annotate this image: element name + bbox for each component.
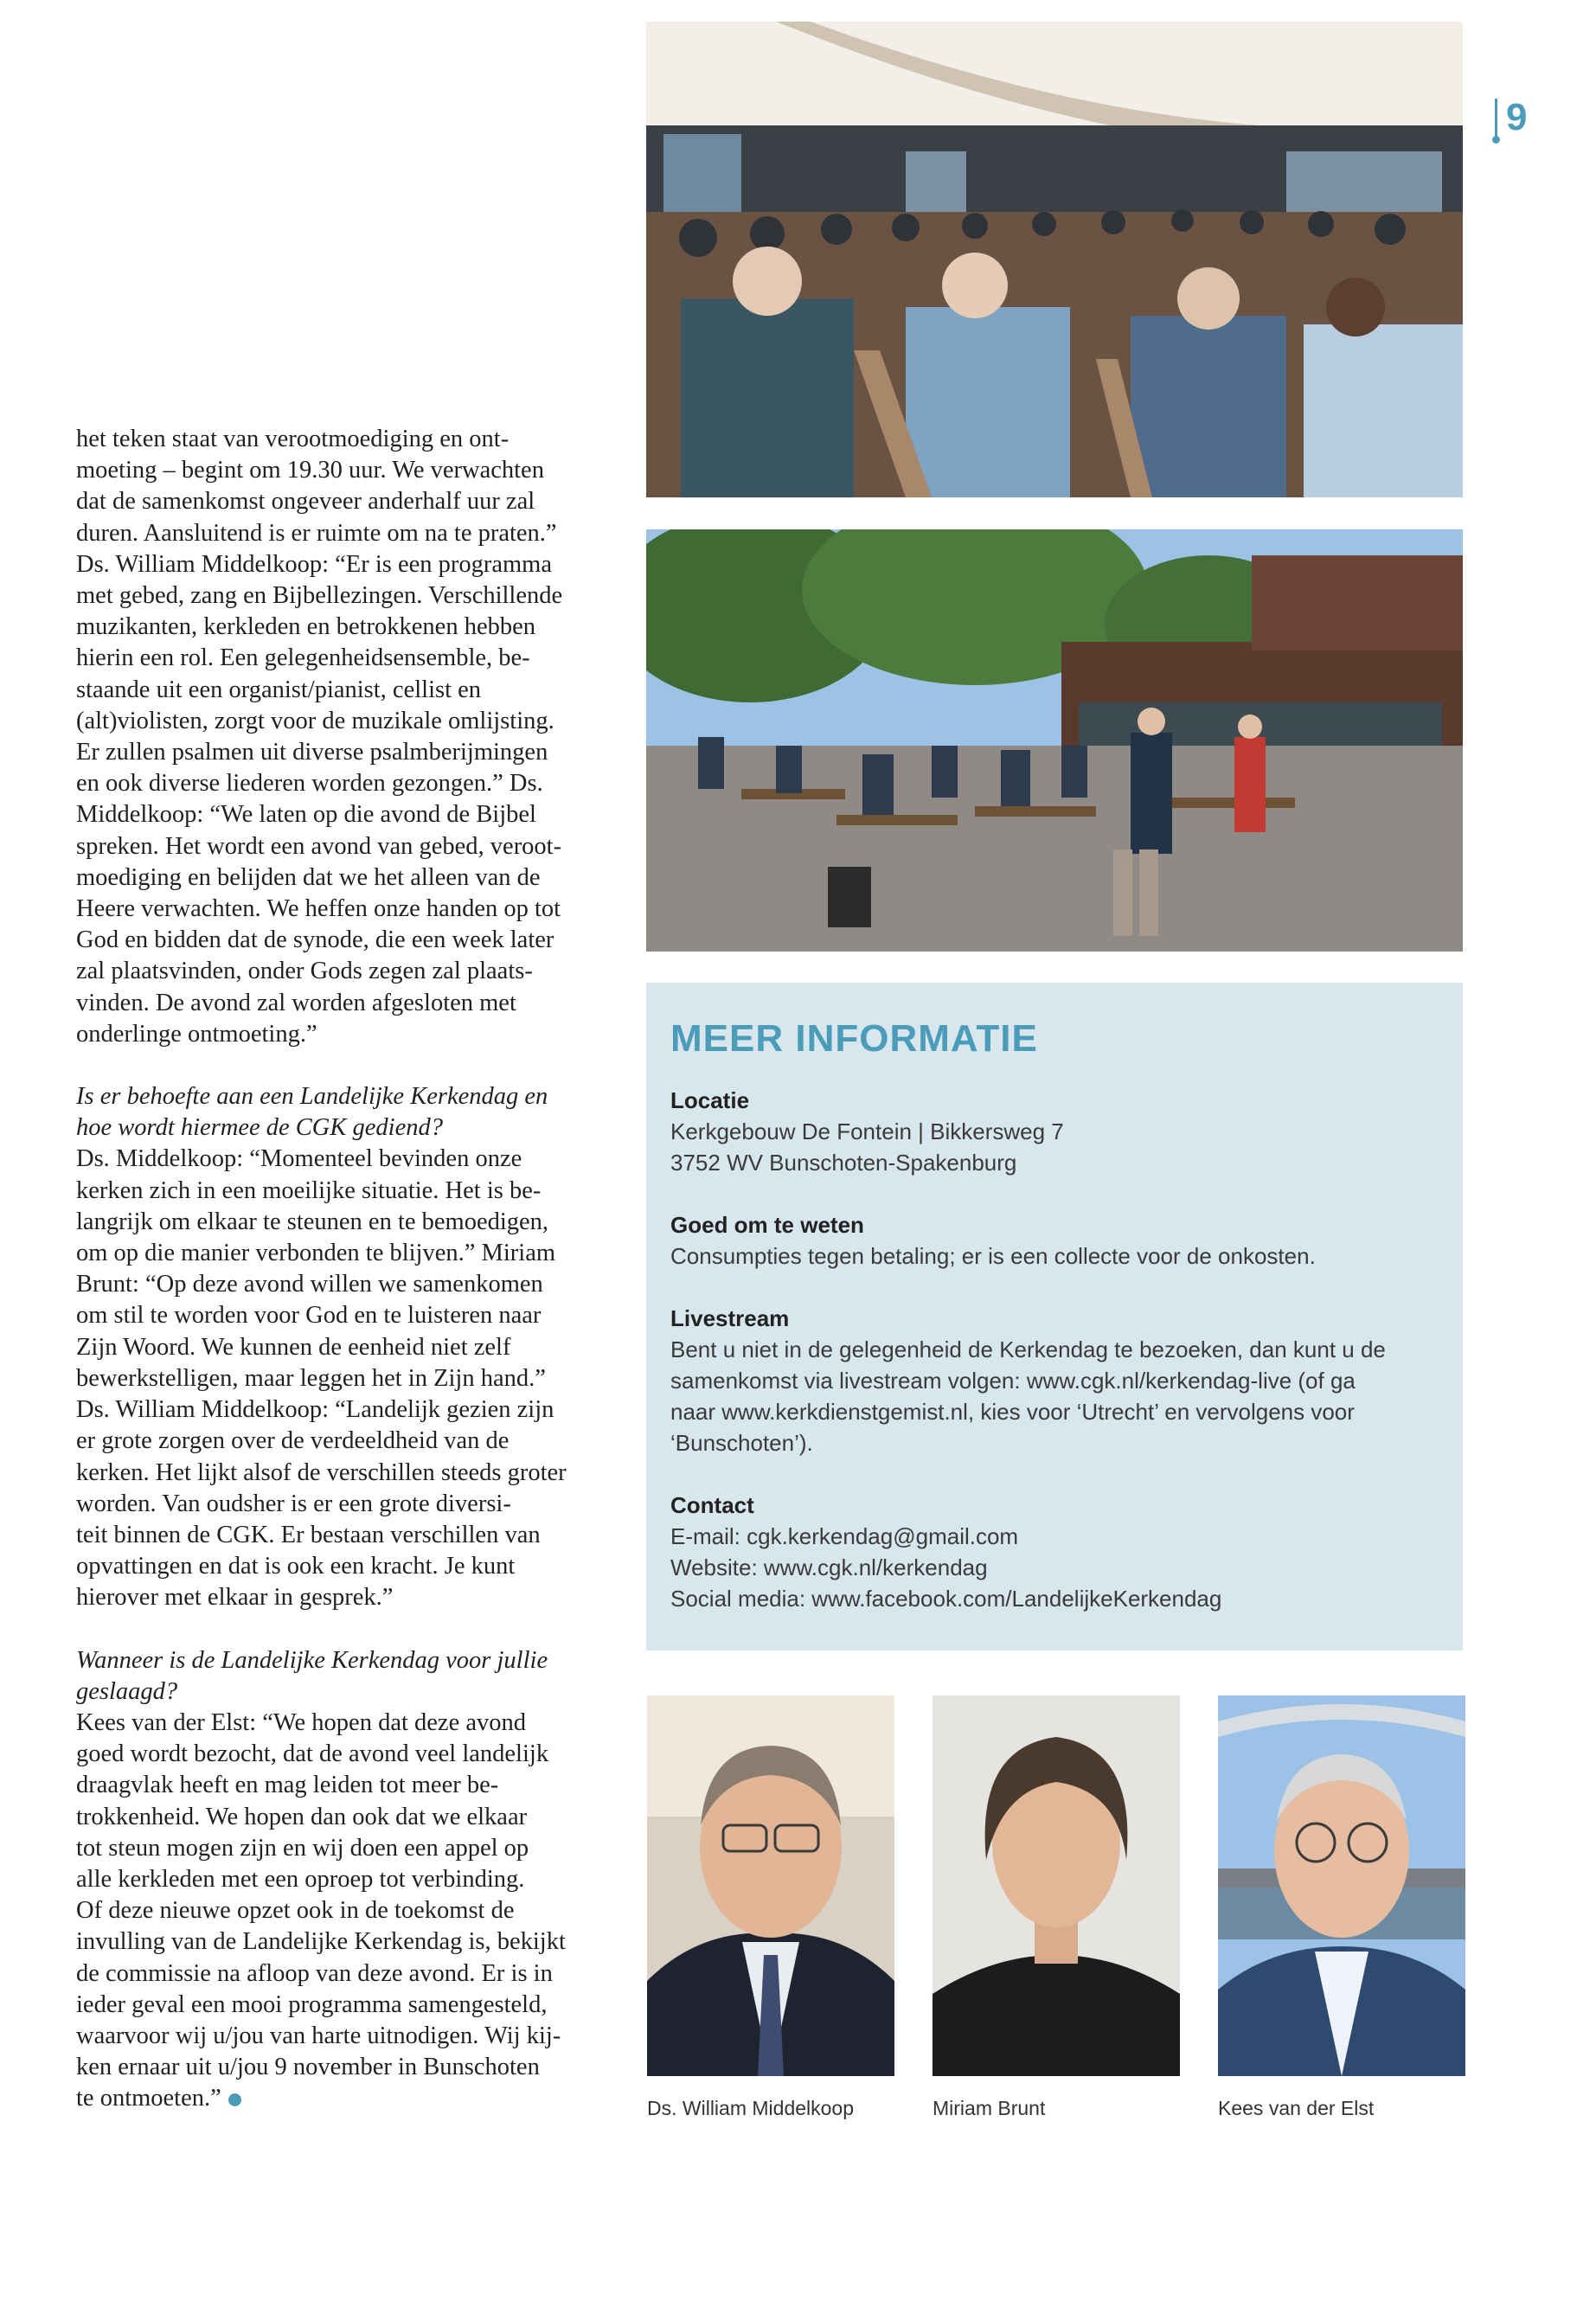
article-question: Wanneer is de Landelijke Kerkendag voor jullie geslaagd?: [76, 1646, 548, 1705]
page-number-text: 9: [1506, 96, 1528, 138]
portrait-caption: Miriam Brunt: [933, 2097, 1046, 2119]
contact-social-media: Social media: www.facebook.com/LandelijkeKerkendag: [670, 1586, 1222, 1612]
portrait-caption: Ds. William Middelkoop: [647, 2097, 855, 2119]
outdoor-gathering-photo: [646, 529, 1463, 952]
article-question-block: [76, 1081, 608, 1613]
church-interior-photo: [646, 22, 1463, 497]
article-text: [76, 424, 608, 2115]
info-heading: Locatie: [670, 1087, 750, 1113]
page-number: [1495, 93, 1527, 142]
page-number-rule: [1495, 99, 1497, 138]
article-paragraph: het teken staat van verootmoediging en ont- moeting – begint om 19.30 uur. We verwachten dat de samenkomst ongeveer anderhalf uur zal duren. Aansluitend is er ruimte om na te praten.” Ds. William Middelkoop: “Er is een programma met gebed, zang en Bijbellezingen. Verschillende muzikanten, kerkleden en betrokkenen hebben hierin een rol. Een gelegenheidsensemble, be- staande uit een organist/pianist, cellist en (alt)violisten, zorgt voor de muzikale omlijsting. Er zullen psalmen uit diverse psalmberijmingen en ook diverse liederen worden gezongen.” Ds. Middelkoop: “We laten op die avond de Bijbel spreken. Het wordt een avond van gebed, veroot- moediging en belijden dat we het alleen van de Heere verwachten. We heffen onze handen op tot God en bidden dat de synode, die een week later zal plaatsvinden, onder Gods zegen zal plaats- vinden. De avond zal worden afgesloten met onderlinge ontmoeting.”: [76, 426, 563, 1048]
info-section-contact: [670, 1490, 1440, 1614]
info-line: Bent u niet in de gelegenheid de Kerkendag te bezoeken, dan kunt u de: [670, 1336, 1386, 1362]
portrait-caption: Kees van der Elst: [1218, 2097, 1375, 2119]
info-section-locatie: [670, 1085, 1440, 1178]
info-box-title: MEER INFORMATIE: [670, 1017, 1038, 1060]
info-heading: Contact: [670, 1492, 754, 1518]
info-section-goed: [670, 1209, 1440, 1272]
portrait-kees-van-der-elst: [1218, 1695, 1465, 2076]
info-box-body: [670, 1085, 1440, 1614]
info-line: naar www.kerkdienstgemist.nl, kies voor ‘Utrecht’ en vervolgens voor: [670, 1399, 1355, 1425]
info-heading: Livestream: [670, 1305, 790, 1331]
info-line: ‘Bunschoten’).: [670, 1430, 813, 1456]
contact-website: Website: www.cgk.nl/kerkendag: [670, 1554, 988, 1580]
article-question-block: [76, 1645, 608, 2115]
info-box: [646, 983, 1463, 1650]
article-answer: Ds. Middelkoop: “Momenteel bevinden onze kerken zich in een moeilijke situatie. Het is be- langrijk om elkaar te steunen en te bemoedigen, om op die manier verbonden te blijven.” Miriam Brunt: “Op deze avond willen we samenkomen om stil te worden voor God en te luisteren naar Zijn Woord. We kunnen de eenheid niet zelf bewerkstelligen, maar leggen het in Zijn hand.” Ds. William Middelkoop: “Landelijk gezien zijn er grote zorgen over de verdeeldheid van de kerken. Het lijkt alsof de verschillen steeds groter worden. Van oudsher is er een grote diversi- teit binnen de CGK. Er bestaan verschillen van opvattingen en dat is ook een kracht. Je kunt hierover met elkaar in gesprek.”: [76, 1145, 567, 1612]
article-answer: Kees van der Elst: “We hopen dat deze avond goed wordt bezocht, dat de avond veel landelijk draagvlak heeft en mag leiden tot meer be- trokkenheid. We hopen dan ook dat we elkaar tot steun mogen zijn en wij doen een appel op alle kerkleden met een oproep tot verbinding. Of deze nieuwe opzet ook in de toekomst de invulling van de Landelijke Kerkendag is, bekijkt de commissie na afloop van deze avond. Er is in ieder geval een mooi programma samengesteld, waarvoor wij u/jou van harte uitnodigen. Wij kij- ken ernaar uit u/jou 9 november in Bunschoten te ontmoeten.”: [76, 1708, 566, 2112]
info-line: samenkomst via livestream volgen: www.cgk.nl/kerkendag-live (of ga: [670, 1368, 1356, 1394]
contact-email: E-mail: cgk.kerkendag@gmail.com: [670, 1523, 1019, 1549]
info-line: Consumpties tegen betaling; er is een collecte voor de onkosten.: [670, 1243, 1316, 1269]
article-question: Is er behoefte aan een Landelijke Kerkendag en hoe wordt hiermee de CGK gediend?: [76, 1083, 548, 1142]
info-section-livestream: [670, 1303, 1440, 1458]
portrait-miriam-brunt: [933, 1695, 1180, 2076]
end-mark: [228, 2093, 241, 2106]
info-line: 3752 WV Bunschoten-Spakenburg: [670, 1150, 1017, 1176]
portrait-william-middelkoop: [647, 1695, 894, 2076]
info-line: Kerkgebouw De Fontein | Bikkersweg 7: [670, 1118, 1064, 1144]
info-heading: Goed om te weten: [670, 1212, 864, 1238]
